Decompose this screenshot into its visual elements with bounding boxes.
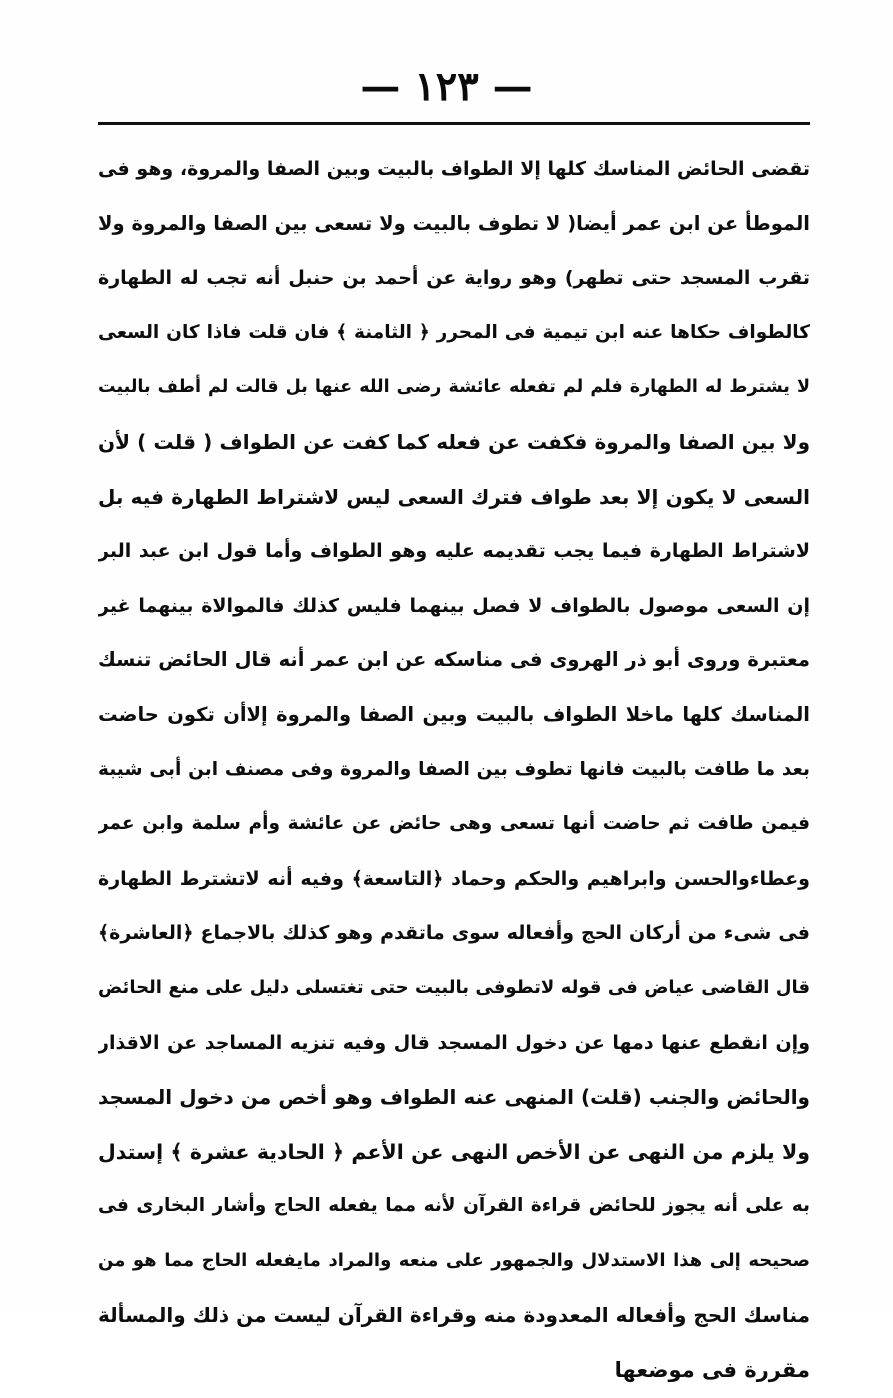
header-rule [98,122,810,125]
text-line: لاشتراط الطهارة فيما يجب تقديمه عليه وهو الطواف وأما قول ابن عبد البر [98,540,810,563]
text-line: والحائض والجنب (قلت) المنهى عنه الطواف وهو أخص من دخول المسجد [98,1085,810,1110]
text-line-last: مقررة فى موضعها [614,1358,810,1383]
text-line: المناسك كلها ماخلا الطواف بالبيت وبين الصفا والمروة إلاأن تكون حاضت [98,702,810,726]
text-line: لا يشترط له الطهارة فلم لم تفعله عائشة رضى الله عنها بل قالت لم أطف بالبيت [98,377,810,398]
text-line: وعطاءوالحسن وابراهيم والحكم وحماد ﴿التاسعة﴾ وفيه أنه لاتشترط الطهارة [98,867,810,890]
text-line: معتبرة وروى أبو ذر الهروى فى مناسكه عن ابن عمر أنه قال الحائض تنسك [98,648,810,672]
text-line: قال القاضى عياض فى قوله لاتطوفى بالبيت حتى تغتسلى دليل على منع الحائض [98,976,810,998]
text-line: فى شىء من أركان الحج وأفعاله سوى ماتقدم وهو كذلك بالاجماع ﴿العاشرة﴾ [98,922,810,945]
text-line: ولا بين الصفا والمروة فكفت عن فعله كما كفت عن الطواف ( قلت ) لأن [98,429,810,454]
text-line: صحيحه إلى هذا الاستدلال والجمهور على منعه والمراد مايفعله الحاج مما هو من [98,1249,810,1271]
text-line: الموطأ عن ابن عمر أيضا( لا تطوف بالبيت ولا تسعى بين الصفا والمروة ولا [98,211,810,235]
text-line: كالطواف حكاها عنه ابن تيمية فى المحرر ﴿ الثامنة ﴾ فان قلت فاذا كان السعى [98,321,810,343]
text-line: ولا يلزم من النهى عن الأخص النهى عن الأعم ﴿ الحادية عشرة ﴾ إستدل [98,1139,810,1164]
text-line: تقضى الحائض المناسك كلها إلا الطواف بالبيت وبين الصفا والمروة، وهو فى [98,158,810,180]
text-line: به على أنه يجوز للحائض قراءة القرآن لأنه مما يفعله الحاج وأشار البخارى فى [98,1195,810,1217]
text-line: السعى لا يكون إلا بعد طواف فترك السعى ليس لاشتراط الطهارة فيه بل [98,484,810,509]
text-line: تقرب المسجد حتى تطهر) وهو رواية عن أحمد بن حنبل أنه تجب له الطهارة [98,267,810,290]
text-line: وإن انقطع عنها دمها عن دخول المسجد قال وفيه تنزيه المساجد عن الاقذار [98,1031,810,1054]
text-line: مناسك الحج وأفعاله المعدودة منه وقراءة القرآن ليست من ذلك والمسألة [98,1303,810,1328]
text-line: بعد ما طافت بالبيت فانها تطوف بين الصفا والمروة وفى مصنف ابن أبى شيبة [98,758,810,780]
page-number: — ١٢٣ — [360,63,533,110]
text-line: فيمن طافت ثم حاضت أنها تسعى وهى حائض عن عائشة وأم سلمة وابن عمر [98,813,810,835]
body-text [98,142,810,1398]
text-line: إن السعى موصول بالطواف لا فصل بينهما فليس كذلك فالموالاة بينهما غير [98,594,810,617]
